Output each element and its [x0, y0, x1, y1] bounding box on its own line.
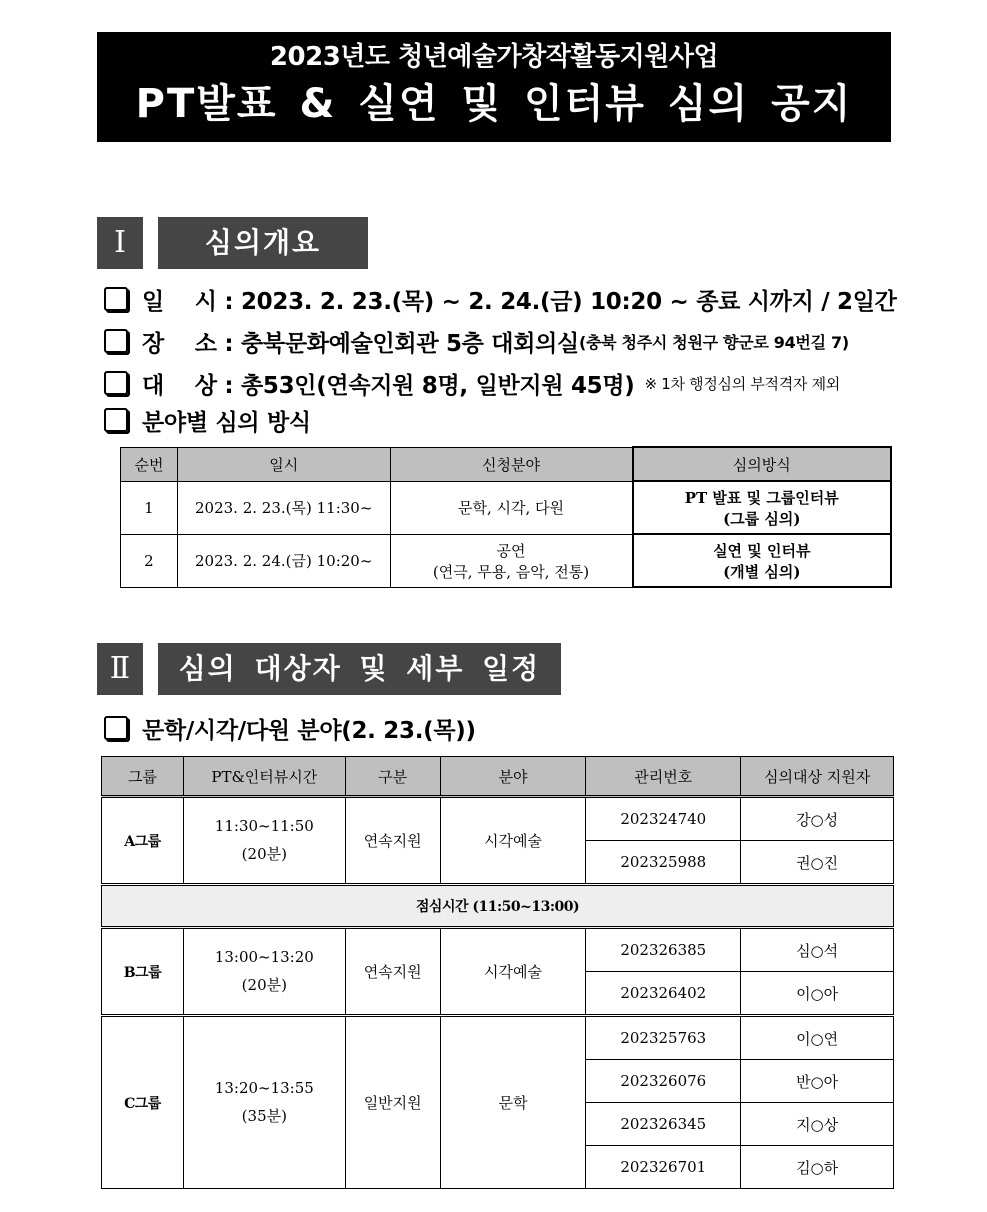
schedule-table [101, 756, 894, 1189]
subhead-line [104, 713, 476, 743]
time-duration: (35분) [241, 1107, 287, 1125]
header-cell: 구분 [345, 757, 440, 797]
lunch-cell: 점심시간 (11:50~13:00) [102, 885, 894, 928]
cell-date: 2023. 2. 23.(목) 11:30~ [177, 481, 390, 534]
cell-name: 권○진 [741, 841, 894, 885]
header-cell: 심의방식 [633, 447, 891, 481]
cell-name: 지○상 [741, 1103, 894, 1146]
cell-name: 김○하 [741, 1146, 894, 1189]
time-duration: (20분) [241, 976, 287, 994]
title-line1: 2023년도 청년예술가창작활동지원사업 [269, 42, 719, 72]
method-main: 실연 및 인터뷰 [713, 541, 811, 560]
method-main: PT 발표 및 그룹인터뷰 [684, 488, 839, 507]
date-text: 일 시 : 2023. 2. 23.(목) ~ 2. 24.(금) 10:20 ~ 종료 시까지 / 2일간 [142, 288, 897, 315]
cell-id: 202326076 [586, 1060, 741, 1103]
cell-id: 202324740 [586, 797, 741, 841]
checkbox-icon [104, 287, 128, 311]
place-line [104, 326, 849, 356]
cell-group: C그룹 [102, 1016, 184, 1189]
cell-method [633, 534, 891, 587]
cell-type: 연속지원 [345, 928, 440, 1016]
header-cell: 관리번호 [586, 757, 741, 797]
table-row [102, 928, 894, 972]
cell-date: 2023. 2. 24.(금) 10:20~ [177, 534, 390, 587]
time-range: 13:20~13:55 [214, 1079, 314, 1097]
section2-number: Ⅱ [97, 643, 143, 695]
cell-field: 문학 [440, 1016, 586, 1189]
cell-group: A그룹 [102, 797, 184, 885]
cell-type: 연속지원 [345, 797, 440, 885]
cell-id: 202326701 [586, 1146, 741, 1189]
target-text: 대 상 : 총53인(연속지원 8명, 일반지원 45명) [142, 372, 635, 399]
place-text: 장 소 : 충북문화예술인회관 5층 대회의실 [142, 330, 579, 357]
checkbox-icon [104, 371, 128, 395]
cell-id: 202326402 [586, 972, 741, 1016]
method-line [104, 405, 311, 435]
header-cell: 그룹 [102, 757, 184, 797]
date-line [104, 284, 897, 314]
table-header-row [102, 757, 894, 797]
section1-number: Ⅰ [97, 217, 143, 269]
cell-name: 강○성 [741, 797, 894, 841]
time-duration: (20분) [241, 845, 287, 863]
method-sub: (개별 심의) [723, 562, 801, 581]
cell-name: 이○연 [741, 1016, 894, 1060]
cell-id: 202325988 [586, 841, 741, 885]
cell-field [390, 534, 632, 587]
method-sub: (그룹 심의) [723, 509, 801, 528]
field-main: 공연 [496, 541, 526, 560]
section2-title: 심의 대상자 및 세부 일정 [158, 643, 561, 695]
method-text: 분야별 심의 방식 [142, 409, 311, 436]
checkbox-icon [104, 716, 128, 740]
cell-method [633, 481, 891, 534]
header-cell: 일시 [177, 447, 390, 481]
cell-time [183, 1016, 345, 1189]
table-row [102, 1016, 894, 1060]
title-banner [97, 32, 891, 142]
table-row [102, 797, 894, 841]
subhead-text: 문학/시각/다원 분야(2. 23.(목)) [142, 717, 476, 744]
target-line [104, 368, 840, 398]
target-note: ※ 1차 행정심의 부적격자 제외 [644, 374, 840, 393]
method-table [120, 446, 892, 588]
section1-title: 심의개요 [158, 217, 368, 269]
header-cell: 신청분야 [390, 447, 632, 481]
cell-id: 202326385 [586, 928, 741, 972]
table-header-row [121, 447, 892, 481]
cell-type: 일반지원 [345, 1016, 440, 1189]
cell-group: B그룹 [102, 928, 184, 1016]
field-sub: (연극, 무용, 음악, 전통) [432, 562, 590, 581]
cell-name: 이○아 [741, 972, 894, 1016]
cell-field: 시각예술 [440, 797, 586, 885]
time-range: 13:00~13:20 [214, 948, 314, 966]
table-row [121, 481, 892, 534]
cell-id: 202325763 [586, 1016, 741, 1060]
cell-time [183, 928, 345, 1016]
cell-field: 문학, 시각, 다원 [390, 481, 632, 534]
checkbox-icon [104, 329, 128, 353]
cell-no: 2 [121, 534, 178, 587]
header-cell: PT&인터뷰시간 [183, 757, 345, 797]
checkbox-icon [104, 408, 128, 432]
title-line2: PT발표 & 실연 및 인터뷰 심의 공지 [135, 81, 853, 127]
cell-field: 시각예술 [440, 928, 586, 1016]
cell-name: 반○아 [741, 1060, 894, 1103]
cell-id: 202326345 [586, 1103, 741, 1146]
header-cell: 심의대상 지원자 [741, 757, 894, 797]
place-detail: (충북 청주시 청원구 향군로 94번길 7) [578, 332, 849, 352]
cell-time [183, 797, 345, 885]
lunch-row [102, 885, 894, 928]
header-cell: 순번 [121, 447, 178, 481]
time-range: 11:30~11:50 [214, 817, 314, 835]
table-row [121, 534, 892, 587]
cell-name: 심○석 [741, 928, 894, 972]
header-cell: 분야 [440, 757, 586, 797]
cell-no: 1 [121, 481, 178, 534]
